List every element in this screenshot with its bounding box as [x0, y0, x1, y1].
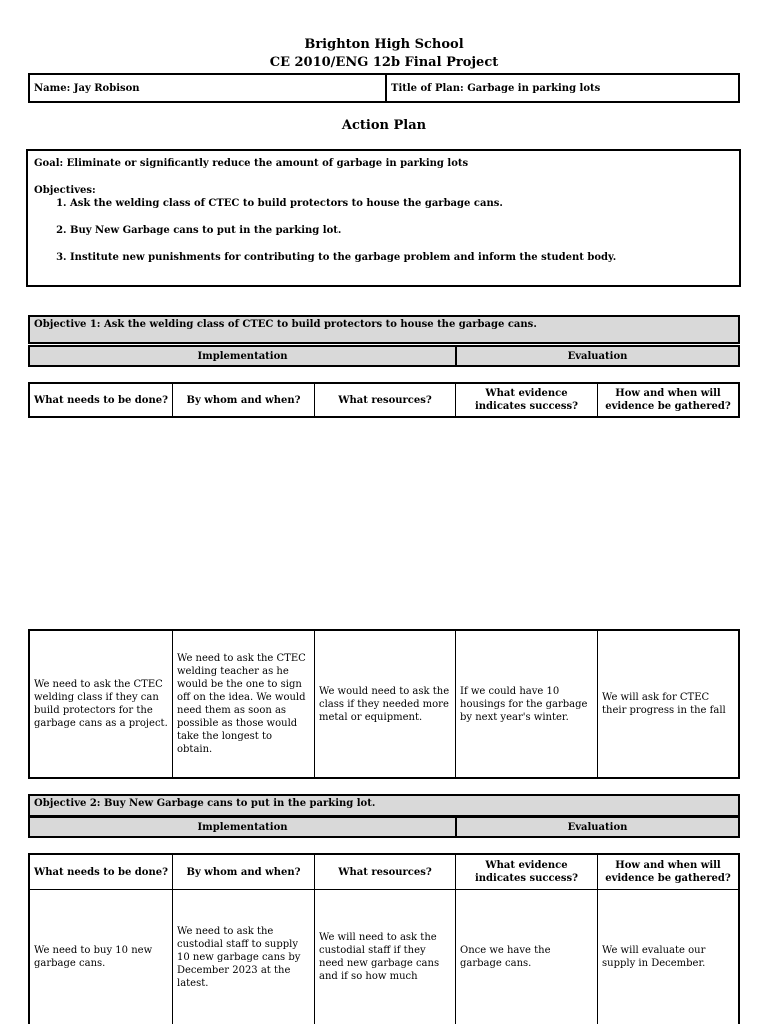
evaluation-label: Evaluation — [456, 818, 738, 836]
obj1-resources: We would need to ask the class if they needed more metal or equipment. — [315, 631, 456, 777]
col-gathered: How and when will evidence be gathered? — [605, 860, 731, 884]
section-title: Action Plan — [341, 118, 427, 133]
obj2-what: We need to buy 10 new garbage cans. — [30, 890, 173, 1024]
objective1-impl-eval — [28, 345, 740, 367]
school-name: Brighton High School — [304, 37, 464, 52]
obj2-resources: We will need to ask the custodial staff if they need new garbage cans and if so how much — [315, 890, 456, 1024]
name-plan-row — [28, 73, 740, 103]
objective1-column-headers — [28, 382, 740, 418]
col-what: What needs to be done? — [30, 855, 173, 889]
objective-item: 3. Institute new punishments for contributing to the garbage problem and inform the student body. — [70, 251, 733, 264]
implementation-label: Implementation — [30, 818, 456, 836]
objective2-column-headers — [30, 855, 738, 890]
objectives-label: Objectives: — [34, 185, 96, 196]
objectives-list — [34, 197, 733, 264]
col-whom: By whom and when? — [173, 855, 315, 889]
obj2-gathered: We will evaluate our supply in December. — [602, 945, 706, 969]
obj2-whom: We need to ask the custodial staff to supply 10 new garbage cans by December 2023 at the latest. — [173, 890, 315, 1024]
student-name: Name: Jay Robison — [30, 75, 386, 101]
evaluation-label: Evaluation — [456, 347, 738, 365]
col-what: What needs to be done? — [30, 384, 173, 416]
goal-box — [26, 149, 741, 287]
objective2-table — [28, 853, 740, 1024]
col-whom: By whom and when? — [173, 384, 315, 416]
obj1-gathered: We will ask for CTEC their progress in the fall — [602, 692, 726, 716]
course-title: CE 2010/ENG 12b Final Project — [269, 55, 499, 70]
obj2-evidence: Once we have the garbage cans. — [456, 890, 598, 1024]
goal-text: Goal: Eliminate or significantly reduce the amount of garbage in parking lots — [34, 158, 469, 169]
plan-title: Title of Plan: Garbage in parking lots — [386, 75, 738, 101]
objective-item: 1. Ask the welding class of CTEC to build protectors to house the garbage cans. — [70, 197, 733, 210]
objective2-title: Objective 2: Buy New Garbage cans to put in the parking lot. — [28, 794, 740, 817]
objective2-impl-eval — [28, 816, 740, 838]
implementation-label: Implementation — [30, 347, 456, 365]
obj1-what: We need to ask the CTEC welding class if they can build protectors for the garbage cans as a project. — [30, 631, 173, 777]
objective1-title: Objective 1: Ask the welding class of CTEC to build protectors to house the garbage cans. — [28, 315, 740, 344]
obj1-evidence: If we could have 10 housings for the garbage by next year's winter. — [456, 631, 598, 777]
objective-item: 2. Buy New Garbage cans to put in the parking lot. — [70, 224, 733, 237]
col-evidence: What evidence indicates success? — [456, 384, 598, 416]
col-resources: What resources? — [315, 384, 456, 416]
col-evidence: What evidence indicates success? — [456, 855, 598, 889]
objective1-data-row — [28, 629, 740, 779]
col-resources: What resources? — [315, 855, 456, 889]
objective2-data-row — [30, 890, 738, 1024]
obj1-whom: We need to ask the CTEC welding teacher as he would be the one to sign off on the idea. We would need them as soon as possible as those would take the longest to obtain. — [173, 631, 315, 777]
col-gathered: How and when will evidence be gathered? — [605, 388, 731, 412]
